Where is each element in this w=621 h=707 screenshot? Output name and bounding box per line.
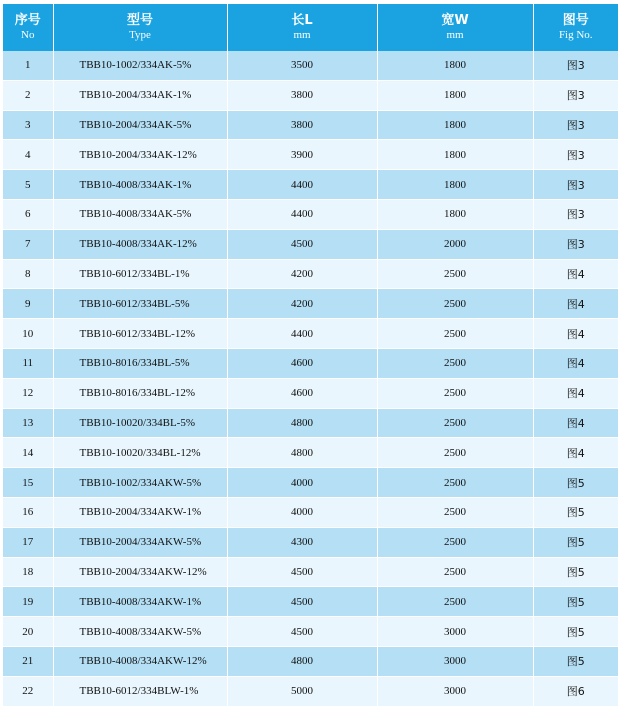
header-no-zh: 序号 xyxy=(14,12,41,28)
cell-length: 4800 xyxy=(227,438,377,468)
cell-no: 11 xyxy=(3,348,53,378)
header-length xyxy=(227,4,377,51)
cell-fig: 图5 xyxy=(533,557,618,587)
cell-fig: 图3 xyxy=(533,110,618,140)
cell-fig: 图3 xyxy=(533,229,618,259)
header-fig xyxy=(533,4,618,51)
cell-length: 4500 xyxy=(227,587,377,617)
cell-length: 4800 xyxy=(227,408,377,438)
cell-width: 2500 xyxy=(377,319,533,349)
cell-type: TBB10-1002/334AK-5% xyxy=(53,51,227,80)
cell-type: TBB10-4008/334AKW-12% xyxy=(53,646,227,676)
header-width-zh: 宽W xyxy=(441,12,469,28)
cell-fig: 图4 xyxy=(533,408,618,438)
cell-width: 2000 xyxy=(377,229,533,259)
cell-length: 5000 xyxy=(227,676,377,706)
cell-fig: 图3 xyxy=(533,51,618,80)
cell-width: 3000 xyxy=(377,676,533,706)
table-row xyxy=(3,289,618,319)
cell-no: 20 xyxy=(3,617,53,647)
table-row xyxy=(3,51,618,80)
cell-length: 4000 xyxy=(227,497,377,527)
cell-no: 5 xyxy=(3,170,53,200)
cell-width: 2500 xyxy=(377,527,533,557)
cell-no: 2 xyxy=(3,80,53,110)
cell-length: 4200 xyxy=(227,289,377,319)
cell-no: 6 xyxy=(3,199,53,229)
cell-width: 2500 xyxy=(377,259,533,289)
cell-no: 21 xyxy=(3,646,53,676)
table-row xyxy=(3,229,618,259)
cell-type: TBB10-2004/334AK-12% xyxy=(53,140,227,170)
cell-type: TBB10-1002/334AKW-5% xyxy=(53,468,227,498)
cell-width: 1800 xyxy=(377,51,533,80)
cell-type: TBB10-8016/334BL-5% xyxy=(53,348,227,378)
cell-no: 4 xyxy=(3,140,53,170)
spec-table-container xyxy=(3,4,618,707)
cell-length: 4000 xyxy=(227,468,377,498)
cell-fig: 图6 xyxy=(533,676,618,706)
cell-fig: 图4 xyxy=(533,319,618,349)
cell-length: 4500 xyxy=(227,617,377,647)
cell-fig: 图4 xyxy=(533,259,618,289)
cell-width: 2500 xyxy=(377,468,533,498)
cell-no: 12 xyxy=(3,378,53,408)
cell-fig: 图4 xyxy=(533,438,618,468)
cell-fig: 图5 xyxy=(533,468,618,498)
cell-width: 2500 xyxy=(377,378,533,408)
cell-length: 4400 xyxy=(227,170,377,200)
cell-fig: 图4 xyxy=(533,378,618,408)
table-row xyxy=(3,408,618,438)
cell-fig: 图5 xyxy=(533,587,618,617)
cell-type: TBB10-6012/334BL-12% xyxy=(53,319,227,349)
table-row xyxy=(3,110,618,140)
cell-no: 18 xyxy=(3,557,53,587)
table-row xyxy=(3,438,618,468)
header-type-zh: 型号 xyxy=(126,12,153,28)
cell-length: 4600 xyxy=(227,348,377,378)
header-length-unit: mm xyxy=(293,28,311,41)
cell-width: 1800 xyxy=(377,140,533,170)
header-length-zh: 长L xyxy=(291,12,313,28)
cell-no: 22 xyxy=(3,676,53,706)
cell-type: TBB10-4008/334AK-1% xyxy=(53,170,227,200)
cell-type: TBB10-8016/334BL-12% xyxy=(53,378,227,408)
cell-length: 3800 xyxy=(227,80,377,110)
table-row xyxy=(3,527,618,557)
cell-length: 4400 xyxy=(227,199,377,229)
table-header-row xyxy=(3,4,618,51)
cell-no: 15 xyxy=(3,468,53,498)
cell-type: TBB10-6012/334BL-1% xyxy=(53,259,227,289)
cell-width: 2500 xyxy=(377,348,533,378)
cell-width: 2500 xyxy=(377,557,533,587)
cell-fig: 图3 xyxy=(533,80,618,110)
cell-width: 1800 xyxy=(377,110,533,140)
cell-type: TBB10-2004/334AKW-1% xyxy=(53,497,227,527)
cell-width: 2500 xyxy=(377,587,533,617)
cell-type: TBB10-2004/334AKW-5% xyxy=(53,527,227,557)
cell-width: 3000 xyxy=(377,617,533,647)
cell-no: 7 xyxy=(3,229,53,259)
table-row xyxy=(3,378,618,408)
cell-fig: 图4 xyxy=(533,348,618,378)
table-row xyxy=(3,557,618,587)
cell-width: 2500 xyxy=(377,289,533,319)
cell-width: 1800 xyxy=(377,199,533,229)
cell-type: TBB10-4008/334AKW-5% xyxy=(53,617,227,647)
cell-no: 16 xyxy=(3,497,53,527)
cell-length: 4400 xyxy=(227,319,377,349)
cell-type: TBB10-6012/334BL-5% xyxy=(53,289,227,319)
table-row xyxy=(3,646,618,676)
cell-width: 3000 xyxy=(377,646,533,676)
cell-fig: 图5 xyxy=(533,497,618,527)
cell-length: 3500 xyxy=(227,51,377,80)
header-type xyxy=(53,4,227,51)
cell-no: 10 xyxy=(3,319,53,349)
cell-width: 1800 xyxy=(377,80,533,110)
cell-type: TBB10-2004/334AKW-12% xyxy=(53,557,227,587)
cell-no: 8 xyxy=(3,259,53,289)
cell-no: 3 xyxy=(3,110,53,140)
cell-no: 17 xyxy=(3,527,53,557)
cell-type: TBB10-4008/334AKW-1% xyxy=(53,587,227,617)
cell-fig: 图5 xyxy=(533,527,618,557)
cell-no: 14 xyxy=(3,438,53,468)
cell-length: 4500 xyxy=(227,229,377,259)
cell-fig: 图3 xyxy=(533,199,618,229)
cell-length: 4800 xyxy=(227,646,377,676)
cell-fig: 图5 xyxy=(533,617,618,647)
cell-type: TBB10-4008/334AK-5% xyxy=(53,199,227,229)
spec-table xyxy=(3,4,618,707)
cell-no: 19 xyxy=(3,587,53,617)
cell-length: 3900 xyxy=(227,140,377,170)
header-fig-en: Fig No. xyxy=(558,28,593,41)
cell-length: 4300 xyxy=(227,527,377,557)
header-fig-zh: 图号 xyxy=(562,12,589,28)
cell-type: TBB10-4008/334AK-12% xyxy=(53,229,227,259)
cell-width: 2500 xyxy=(377,408,533,438)
cell-fig: 图4 xyxy=(533,289,618,319)
cell-length: 4500 xyxy=(227,557,377,587)
cell-no: 13 xyxy=(3,408,53,438)
table-row xyxy=(3,468,618,498)
table-row xyxy=(3,199,618,229)
header-type-en: Type xyxy=(129,28,151,41)
table-row xyxy=(3,587,618,617)
cell-type: TBB10-2004/334AK-5% xyxy=(53,110,227,140)
cell-fig: 图3 xyxy=(533,170,618,200)
cell-width: 1800 xyxy=(377,170,533,200)
table-row xyxy=(3,80,618,110)
cell-type: TBB10-10020/334BL-12% xyxy=(53,438,227,468)
cell-type: TBB10-6012/334BLW-1% xyxy=(53,676,227,706)
cell-length: 4200 xyxy=(227,259,377,289)
cell-length: 4600 xyxy=(227,378,377,408)
cell-width: 2500 xyxy=(377,497,533,527)
cell-fig: 图3 xyxy=(533,140,618,170)
cell-length: 3800 xyxy=(227,110,377,140)
header-width xyxy=(377,4,533,51)
table-row xyxy=(3,497,618,527)
cell-type: TBB10-10020/334BL-5% xyxy=(53,408,227,438)
table-row xyxy=(3,140,618,170)
table-row xyxy=(3,676,618,706)
table-row xyxy=(3,319,618,349)
header-no xyxy=(3,4,53,51)
cell-fig: 图5 xyxy=(533,646,618,676)
header-no-en: No xyxy=(21,28,35,41)
cell-width: 2500 xyxy=(377,438,533,468)
cell-no: 1 xyxy=(3,51,53,80)
table-row xyxy=(3,170,618,200)
table-row xyxy=(3,259,618,289)
cell-no: 9 xyxy=(3,289,53,319)
table-body xyxy=(3,51,618,706)
header-width-unit: mm xyxy=(446,28,464,41)
table-row xyxy=(3,348,618,378)
table-row xyxy=(3,617,618,647)
cell-type: TBB10-2004/334AK-1% xyxy=(53,80,227,110)
